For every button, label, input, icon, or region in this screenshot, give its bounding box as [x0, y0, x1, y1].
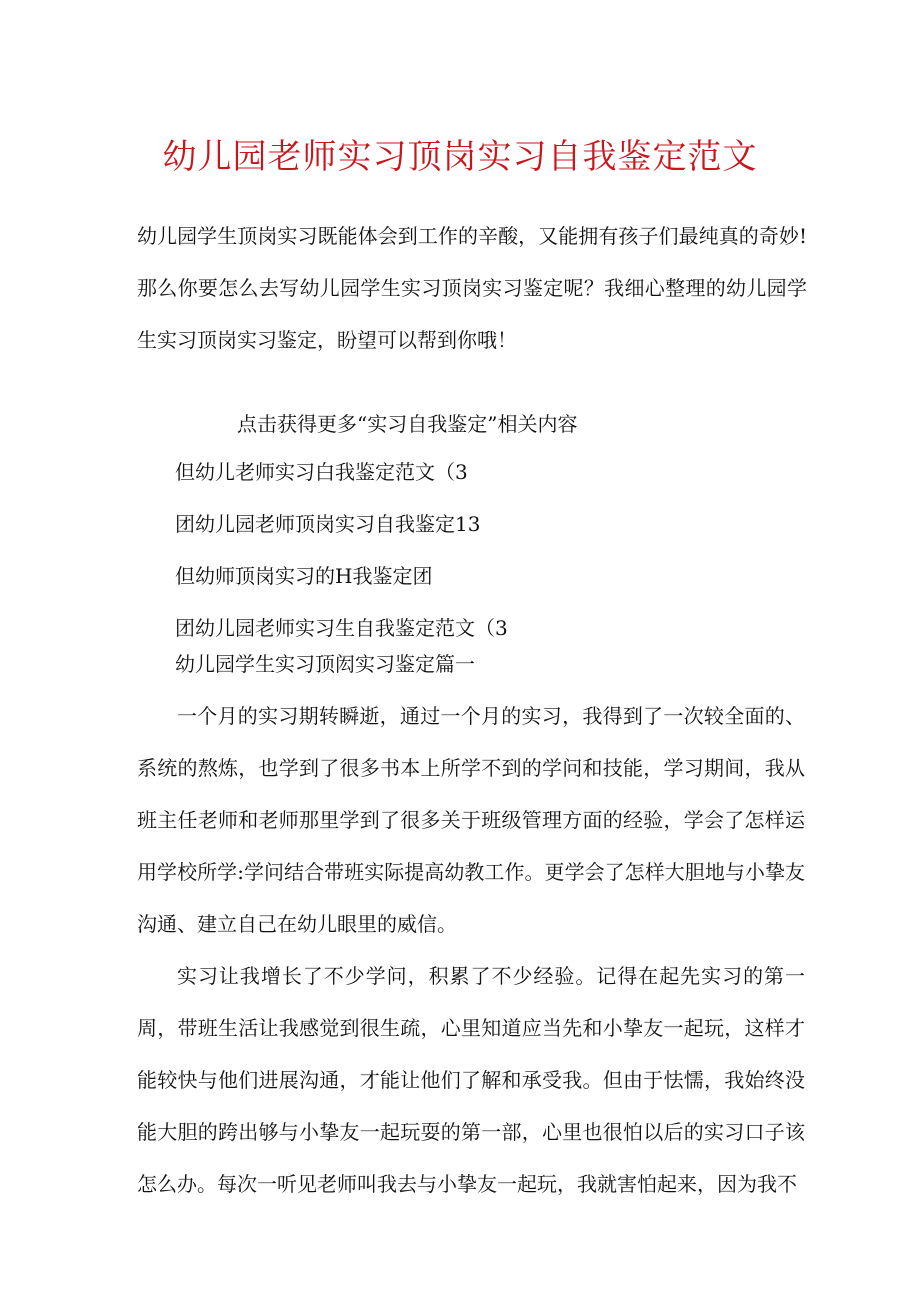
document-title: 幼儿园老师实习顶岗实习自我鉴定范文: [162, 137, 758, 177]
related-item[interactable]: 但幼儿老师实习白我鉴定范文（3: [175, 460, 468, 484]
related-item[interactable]: 但幼师顶岗实习的H我鉴定团: [175, 564, 433, 588]
related-content-link[interactable]: 点击获得更多“实习自我鉴定”相关内容: [237, 412, 578, 436]
related-item[interactable]: 团幼儿园老师实习生自我鉴定范文（3: [175, 616, 508, 640]
section-heading: 幼儿园学生实习顶闳实习鉴定篇一: [175, 652, 475, 676]
related-item[interactable]: 团幼儿园老师顶岗实习自我鉴定13: [175, 512, 481, 536]
related-list: [175, 446, 508, 654]
body-paragraph: 一个月的实习期转瞬逝，通过一个月的实习，我得到了一次较全面的、系统的熬炼，也学到了很多书本上所学不到的学问和技能，学习期间，我从班主任老师和老师那里学到了很多关于班级管理方面的经验，学会了怎样运用学校所学:学问结合带班实际提高幼教工作。更学会了怎样大胆地与小挚友沟通、建立自己在幼儿眼里的威信。: [137, 704, 805, 936]
intro-paragraph: 幼儿园学生顶岗实习既能体会到工作的辛酸，又能拥有孩子们最纯真的奇妙!那么你要怎么去写幼儿园学生实习顶岗实习鉴定呢？我细心整理的幼儿园学生实习顶岗实习鉴定，盼望可以帮到你哦！: [137, 224, 807, 352]
body-paragraph: 实习让我增长了不少学问，积累了不少经验。记得在起先实习的第一周，带班生活让我感觉到很生疏，心里知道应当先和小挚友一起玩，这样才能较快与他们进展沟通，才能让他们了解和承受我。但由于怯懦，我始终没能大胆的跨出够与小挚友一起玩耍的第一部，心里也很怕以后的实习口子该怎么办。每次一听见老师叫我去与小挚友一起玩，我就害怕起来，因为我不: [137, 964, 805, 1196]
